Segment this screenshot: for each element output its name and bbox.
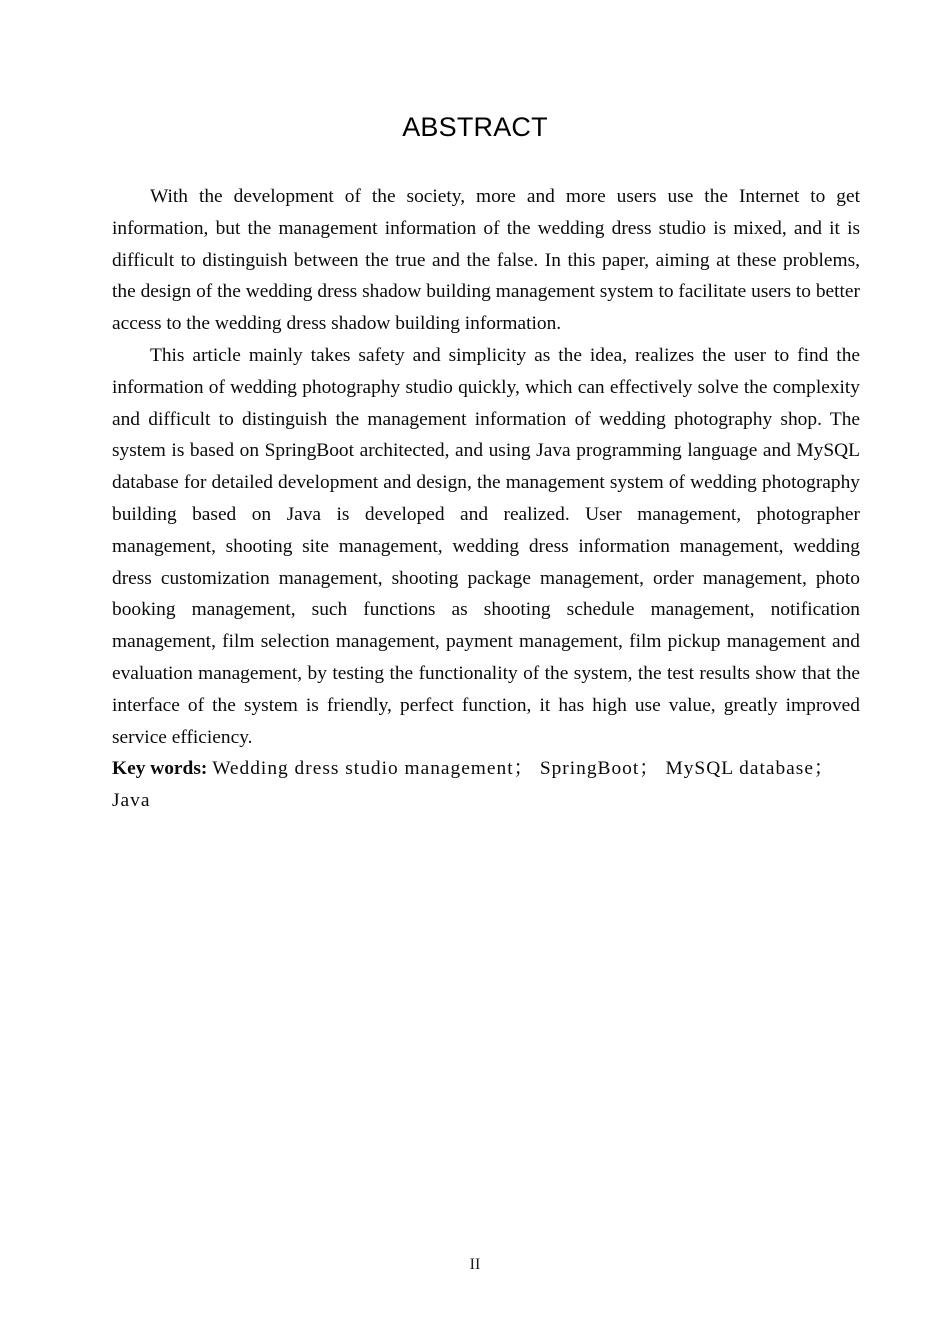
keywords-line [112,753,860,817]
keywords-label: Key words: [112,758,208,780]
abstract-paragraph-2: This article mainly takes safety and simplicity as the idea, realizes the user to find the information of wedding photography studio quickly, which can effectively solve the complexity and difficult to distinguish the management information of wedding photography shop. The system is based on SpringBoot architected, and using Java programming language and MySQL database for detailed development and design, the management system of wedding photography building based on Java is developed and realized. User management, photographer management, shooting site management, wedding dress information management, wedding dress customization management, shooting package management, order management, photo booking management, such functions as shooting schedule management, notification management, film selection management, payment management, film pickup management and evaluation management, by testing the functionality of the system, the test results show that the interface of the system is friendly, perfect function, it has high use value, greatly improved service efficiency. [112,344,860,748]
keywords-values: Wedding dress studio management； SpringBoot； MySQL database； Java [112,758,835,812]
abstract-paragraph-1: With the development of the society, more and more users use the Internet to get information, but the management information of the wedding dress studio is mixed, and it is difficult to distinguish between the true and the false. In this paper, aiming at these problems, the design of the wedding dress shadow building management system to facilitate users to better access to the wedding dress shadow building information. [112,186,860,335]
abstract-body [112,181,860,817]
page-title: ABSTRACT [402,112,548,142]
page-number: II [469,1256,481,1273]
